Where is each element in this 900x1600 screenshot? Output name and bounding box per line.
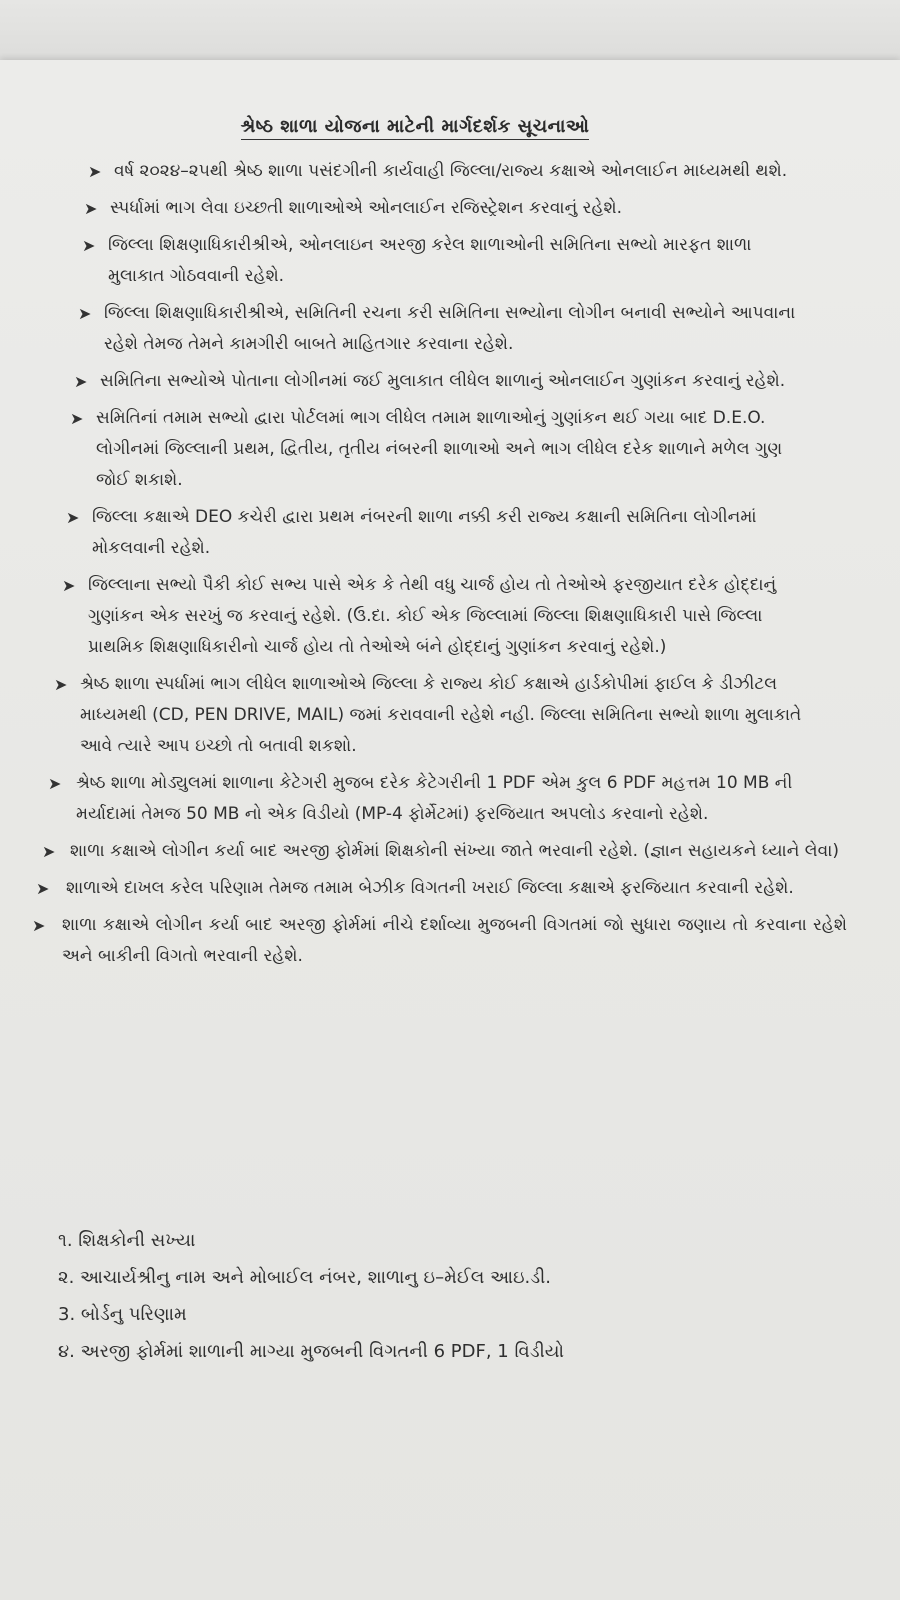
- guideline-item: ➤ શાળા કક્ષાએ લોગીન કર્યા બાદ અરજી ફોર્મમાં નીચે દર્શાવ્યા મુજબની વિગતમાં જો સુધારા જણાય તો કરવાના રહેશે અને બાકીની વિગતો ભરવાની રહેશે.: [0, 910, 847, 972]
- document-sheet: [0, 60, 900, 1600]
- arrow-bullet-icon: ➤: [32, 916, 46, 935]
- guideline-item: ➤ સમિતિના સભ્યોએ પોતાના લોગીનમાં જઈ મુલાકાત લીધેલ શાળાનું ઓનલાઈન ગુણાંકન કરવાનું રહેશે.: [0, 366, 810, 397]
- background-surface: [0, 0, 900, 66]
- arrow-bullet-icon: ➤: [74, 372, 88, 391]
- guideline-item: ➤ શ્રેષ્ઠ શાળા સ્પર્ધામાં ભાગ લીધેલ શાળાઓએ જિલ્લા કે રાજ્ય કોઈ કક્ષાએ હાર્ડકોપીમાં ફાઈલ કે ડીઝીટલ માધ્યમથી (CD, PEN DRIVE, MAIL) જમાં કરાવવાની રહેશે નહી. જિલ્લા સમિતિના સભ્યો શાળા મુલાકાતે આવે ત્યારે આપ ઇચ્છો તો બતાવી શકશો.: [0, 669, 830, 762]
- arrow-bullet-icon: ➤: [62, 576, 76, 595]
- guideline-item: ➤ શાળાએ દાખલ કરેલ પરિણામ તેમજ તમામ બેઝીક વિગતની ખરાઈ જિલ્લા કક્ષાએ ફરજિયાત કરવાની રહેશે.: [0, 873, 841, 904]
- guideline-item: ➤ જિલ્લાના સભ્યો પૈકી કોઈ સભ્ય પાસે એક કે તેથી વધુ ચાર્જ હોય તો તેઓએ ફરજીયાત દરેક હોદ્દાનું ગુણાંકન એક સરખું જ કરવાનું રહેશે. (ઉ.દા. કોઈ એક જિલ્લામાં જિલ્લા શિક્ષણાધિકારી પાસે જિલ્લા પ્રાથમિક શિક્ષણાધિકારીનો ચાર્જ હોય તો તેઓએ બંને હોદ્દાનું ગુણાંકન કરવાનું રહેશે.): [0, 570, 823, 663]
- arrow-bullet-icon: ➤: [48, 774, 62, 793]
- arrow-bullet-icon: ➤: [78, 304, 92, 323]
- guideline-item: ➤ જિલ્લા શિક્ષણાધિકારીશ્રીએ, સમિતિની રચના કરી સમિતિના સભ્યોના લોગીન બનાવી સભ્યોને આપવાના રહેશે તેમજ તેમને કામગીરી બાબતે માહિતગાર કરવાના રહેશે.: [0, 298, 809, 360]
- arrow-bullet-icon: ➤: [36, 879, 50, 898]
- list-item: 3. બોર્ડનુ પરિણામ: [58, 1304, 187, 1325]
- guideline-item: ➤ વર્ષ ૨૦૨૪–૨૫થી શ્રેષ્ઠ શાળા પસંદગીની કાર્યવાહી જિલ્લા/રાજ્ય કક્ષાએ ઓનલાઈન માધ્યમથી થશે.: [0, 156, 804, 187]
- arrow-bullet-icon: ➤: [54, 675, 68, 694]
- guideline-item: ➤ શ્રેષ્ઠ શાળા મોડ્યુલમાં શાળાના કેટેગરી મુજબ દરેક કેટેગરીની 1 PDF એમ કુલ 6 PDF મહત્તમ 10 MB ની મર્યાદામાં તેમજ 50 MB નો એક વિડીયો (MP-4 ફોર્મેટમાં) ફરજિયાત અપલોડ કરવાનો રહેશે.: [0, 768, 836, 830]
- list-item: ૨. આચાર્યશ્રીનુ નામ અને મોબાઈલ નંબર, શાળાનુ ઇ–મેઈલ આઇ.ડી.: [58, 1267, 552, 1288]
- document-title: શ્રેષ્ઠ શાળા યોજના માટેની માર્ગદર્શક સૂચનાઓ: [0, 116, 830, 137]
- arrow-bullet-icon: ➤: [88, 162, 102, 181]
- arrow-bullet-icon: ➤: [82, 236, 96, 255]
- list-item: ૪. અરજી ફોર્મમાં શાળાની માગ્યા મુજબની વિગતની 6 PDF, 1 વિડીયો: [58, 1341, 565, 1362]
- arrow-bullet-icon: ➤: [66, 508, 80, 527]
- required-details-list: [58, 1222, 564, 1370]
- arrow-bullet-icon: ➤: [84, 199, 98, 218]
- guideline-item: ➤ સમિતિનાં તમામ સભ્યો દ્વારા પોર્ટલમાં ભાગ લીધેલ તમામ શાળાઓનું ગુણાંકન થઈ ગયા બાદ D.E.O. લોગીનમાં જિલ્લાની પ્રથમ, દ્વિતીય, તૃતીય નંબરની શાળાઓ અને ભાગ લીધેલ દરેક શાળાને મળેલ ગુણ જોઈ શકાશે.: [0, 403, 816, 496]
- guideline-item: ➤ જિલ્લા કક્ષાએ DEO કચેરી દ્વારા પ્રથમ નંબરની શાળા નક્કી કરી રાજ્ય કક્ષાની સમિતિના લોગીનમાં મોકલવાની રહેશે.: [0, 502, 817, 564]
- arrow-bullet-icon: ➤: [42, 842, 56, 861]
- list-item: ૧. શિક્ષકોની સખ્યા: [58, 1230, 196, 1251]
- guideline-item: ➤ સ્પર્ધામાં ભાગ લેવા ઇચ્છતી શાળાઓએ ઓનલાઈન રજિસ્ટ્રેશન કરવાનું રહેશે.: [0, 193, 800, 224]
- guideline-item: ➤ જિલ્લા શિક્ષણાધિકારીશ્રીએ, ઓનલાઇન અરજી કરેલ શાળાઓની સમિતિના સભ્યો મારફત શાળા મુલાકાત ગોઠવવાની રહેશે.: [0, 230, 808, 292]
- arrow-bullet-icon: ➤: [70, 409, 84, 428]
- guideline-list: [0, 156, 900, 978]
- guideline-item: ➤ શાળા કક્ષાએ લોગીન કર્યા બાદ અરજી ફોર્મમાં શિક્ષકોની સંખ્યા જાતે ભરવાની રહેશે. (જ્ઞાન સહાયકને ધ્યાને લેવા): [0, 836, 840, 867]
